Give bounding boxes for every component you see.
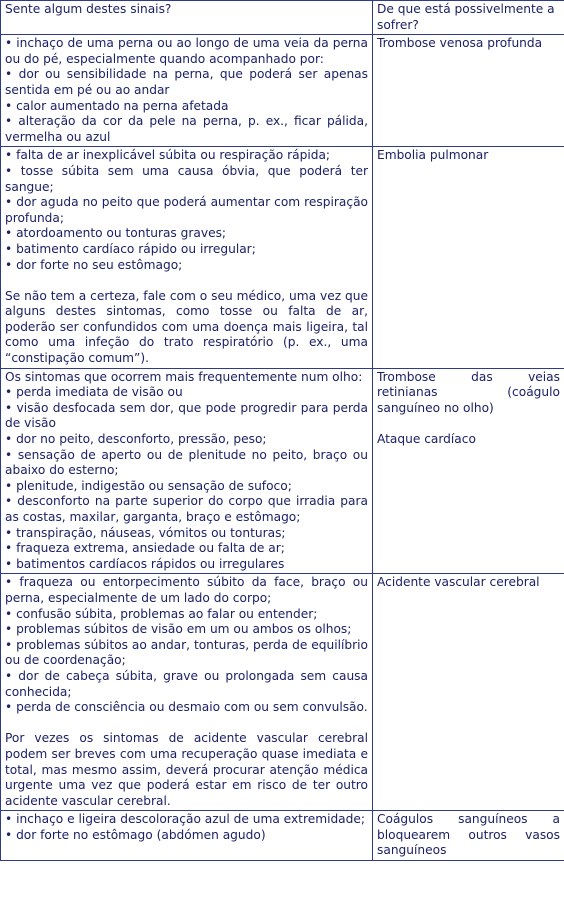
symptom-item: • batimento cardíaco rápido ou irregular;	[5, 241, 256, 256]
condition-cell	[373, 147, 564, 368]
symptom-item: • perda de consciência ou desmaio com ou sem convulsão.	[5, 700, 368, 715]
symptom-item: • perda imediata de visão ou	[5, 385, 183, 400]
condition-label: Trombose das veias retinianas (coágulo sanguíneo no olho)	[377, 369, 560, 415]
intro-text: Os sintomas que ocorrem mais frequentemente num olho:	[5, 369, 363, 384]
symptom-item: • dor de cabeça súbita, grave ou prolongada sem causa conhecida;	[5, 668, 368, 699]
symptom-item: • calor aumentado na perna afetada	[5, 98, 229, 113]
symptom-item: • visão desfocada sem dor, que pode progredir para perda de visão	[5, 400, 368, 431]
symptoms-cell	[1, 574, 373, 811]
condition-label: Coágulos sanguíneos a bloquearem outros vasos sanguíneos	[377, 812, 560, 858]
symptom-item: • dor ou sensibilidade na perna, que poderá ser apenas sentida em pé ou ao andar	[5, 67, 368, 97]
symptom-item: • fraqueza ou entorpecimento súbito da face, braço ou perna, especialmente de um lado do corpo;	[5, 575, 368, 605]
symptom-item: • atordoamento ou tonturas graves;	[5, 226, 227, 241]
table-row	[1, 35, 564, 147]
symptom-item: • problemas súbitos ao andar, tonturas, perda de equilíbrio ou de coordenação;	[5, 637, 368, 668]
symptom-item: • desconforto na parte superior do corpo que irradia para as costas, maxilar, garganta, braço e estômago;	[5, 494, 368, 524]
symptom-item: • dor aguda no peito que poderá aumentar com respiração profunda;	[5, 195, 368, 225]
header-symptoms: Sente algum destes sinais?	[1, 1, 373, 35]
table-row	[1, 574, 564, 811]
condition-cell	[373, 811, 564, 861]
symptoms-cell	[1, 35, 373, 147]
paragraph-gap	[5, 716, 368, 732]
symptom-item: • inchaço e ligeira descoloração azul de uma extremidade;	[5, 812, 365, 827]
symptom-item: • tosse súbita sem uma causa óbvia, que poderá ter sangue;	[5, 163, 368, 194]
symptom-item: • dor no peito, desconforto, pressão, peso;	[5, 432, 267, 447]
paragraph-gap	[377, 416, 560, 432]
paragraph-gap	[5, 273, 368, 289]
symptoms-cell	[1, 811, 373, 861]
table-header-row	[1, 1, 564, 35]
symptom-item: • confusão súbita, problemas ao falar ou entender;	[5, 606, 318, 621]
header-condition: De que está possivelmente a sofrer?	[373, 1, 564, 35]
table-row	[1, 368, 564, 574]
symptom-item: • dor forte no seu estômago;	[5, 257, 183, 272]
symptom-item: • falta de ar inexplicável súbita ou respiração rápida;	[5, 148, 331, 163]
condition-label: Ataque cardíaco	[377, 432, 476, 447]
table-row	[1, 147, 564, 368]
symptom-item: • fraqueza extrema, ansiedade ou falta de ar;	[5, 541, 285, 556]
symptoms-cell	[1, 147, 373, 368]
symptoms-cell	[1, 368, 373, 574]
condition-cell	[373, 35, 564, 147]
symptom-item: • problemas súbitos de visão em um ou ambos os olhos;	[5, 622, 352, 637]
condition-label: Embolia pulmonar	[377, 148, 489, 163]
condition-label: Trombose venosa profunda	[377, 36, 543, 51]
symptom-item: • batimentos cardíacos rápidos ou irregulares	[5, 556, 285, 571]
note-paragraph: Se não tem a certeza, fale com o seu médico, uma vez que alguns destes sintomas, como tosse ou falta de ar, poderão ser confundidos com uma doença mais ligeira, tal como uma infeção do trato respiratório (p. ex., uma “constipação comum”).	[5, 288, 368, 366]
symptom-item: • sensação de aperto ou de plenitude no peito, braço ou abaixo do esterno;	[5, 447, 368, 478]
symptom-item: • dor forte no estômago (abdómen agudo)	[5, 827, 266, 842]
note-paragraph: Por vezes os sintomas de acidente vascular cerebral podem ser breves com uma recuperação quase imediata e total, mas mesmo assim, deverá procurar atenção médica urgente uma vez que poderá estar em risco de ter outro acidente vascular cerebral.	[5, 731, 368, 808]
condition-cell	[373, 574, 564, 811]
table-row	[1, 811, 564, 861]
symptom-item: • alteração da cor da pele na perna, p. ex., ficar pálida, vermelha ou azul	[5, 114, 368, 144]
condition-label: Acidente vascular cerebral	[377, 575, 540, 590]
symptom-item: • plenitude, indigestão ou sensação de sufoco;	[5, 478, 292, 493]
condition-cell	[373, 368, 564, 574]
symptom-item: • inchaço de uma perna ou ao longo de uma veia da perna ou do pé, especialmente quando acompanhado por:	[5, 36, 368, 66]
symptom-item: • transpiração, náuseas, vómitos ou tonturas;	[5, 525, 286, 540]
